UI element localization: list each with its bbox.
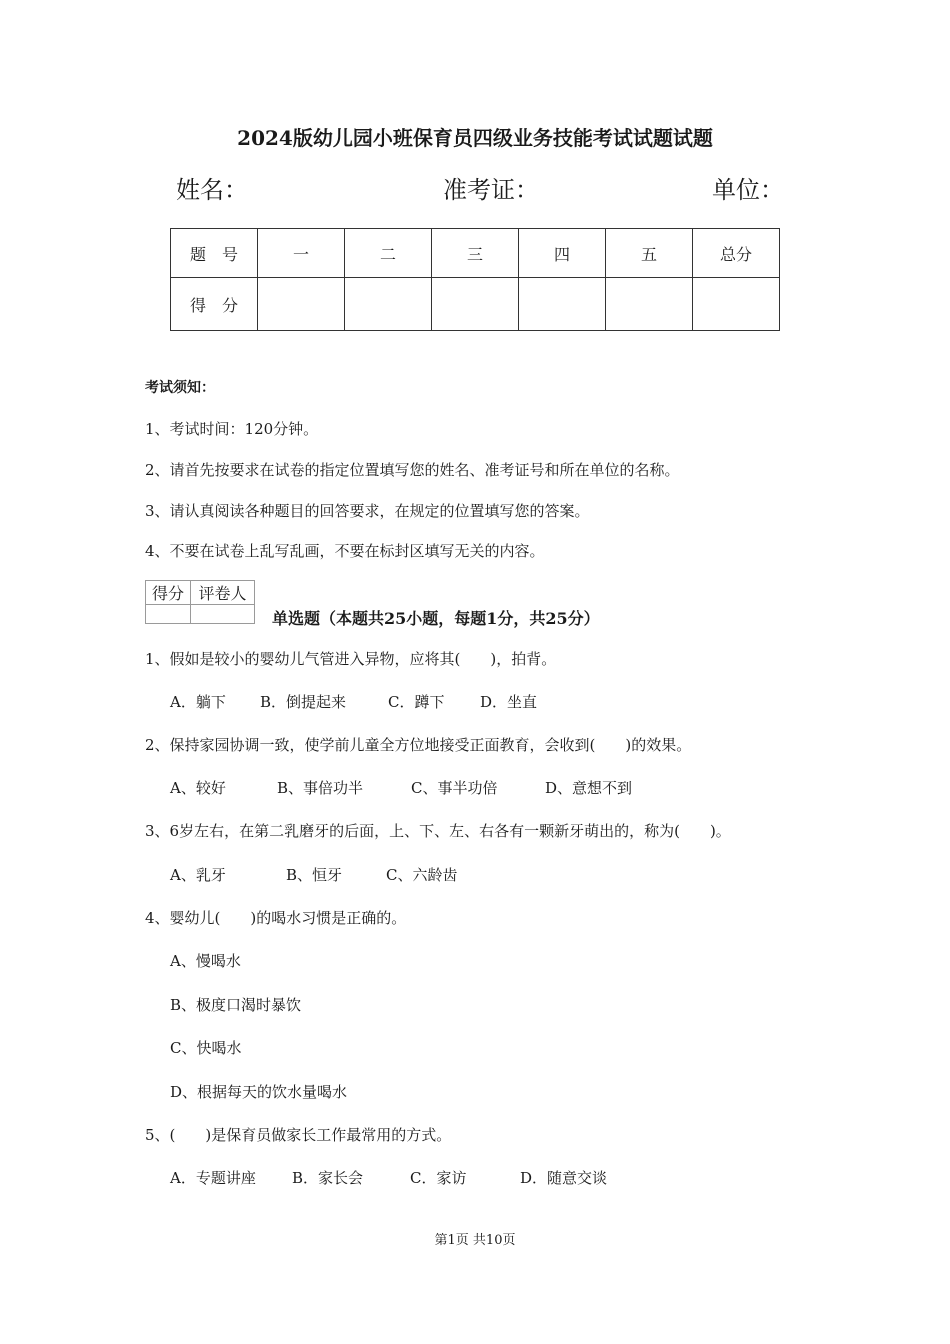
exam-id-field-label: 准考证：	[443, 176, 539, 204]
option: A．专题讲座	[170, 1169, 256, 1187]
score-table-header-cell: 二	[345, 229, 432, 278]
score-input-cell[interactable]	[432, 278, 519, 331]
option: A、乳牙	[170, 866, 226, 884]
option: D、意想不到	[545, 779, 633, 797]
option: C、事半功倍	[411, 779, 498, 797]
question-stem: 2、保持家园协调一致，使学前儿童全方位地接受正面教育，会收到( )的效果。	[145, 736, 692, 754]
notice-item: 4、不要在试卷上乱写乱画，不要在标封区填写无关的内容。	[145, 542, 545, 560]
score-row-label: 得 分	[171, 278, 258, 331]
score-table-score-row	[171, 278, 780, 331]
notice-heading: 考试须知：	[145, 380, 215, 396]
score-table	[170, 228, 780, 331]
option: B、恒牙	[286, 866, 343, 884]
option: B．倒提起来	[260, 693, 347, 711]
score-input-cell[interactable]	[693, 278, 780, 331]
question-stem: 1、假如是较小的婴幼儿气管进入异物，应将其( )，拍背。	[145, 650, 557, 668]
question-stem: 3、6岁左右，在第二乳磨牙的后面，上、下、左、右各有一颗新牙萌出的，称为( )。	[145, 822, 731, 840]
score-input-cell[interactable]	[345, 278, 432, 331]
option: B．家长会	[292, 1169, 364, 1187]
option: B、事倍功半	[277, 779, 364, 797]
notice-item: 1、考试时间：120分钟。	[145, 420, 319, 438]
score-table-header-cell: 题 号	[171, 229, 258, 278]
grader-score-cell[interactable]	[146, 605, 191, 624]
option: D．随意交谈	[520, 1169, 608, 1187]
score-input-cell[interactable]	[606, 278, 693, 331]
question-options	[170, 1167, 607, 1188]
option: C、六龄齿	[386, 866, 458, 884]
question-stem: 5、( )是保育员做家长工作最常用的方式。	[145, 1126, 452, 1144]
grader-box	[145, 580, 255, 624]
section-title: 单选题（本题共25小题，每题1分，共25分）	[272, 609, 600, 628]
question-options	[170, 777, 632, 798]
option: A．躺下	[170, 693, 226, 711]
grader-reviewer-label: 评卷人	[191, 581, 255, 605]
question-options	[170, 864, 457, 885]
score-table-header-cell: 一	[258, 229, 345, 278]
score-input-cell[interactable]	[258, 278, 345, 331]
page-footer: 第1页 共10页	[434, 1233, 516, 1248]
score-table-header-cell: 四	[519, 229, 606, 278]
option: C．家访	[410, 1169, 467, 1187]
notice-item: 2、请首先按要求在试卷的指定位置填写您的姓名、准考证号和所在单位的名称。	[145, 461, 680, 479]
notice-item: 3、请认真阅读各种题目的回答要求，在规定的位置填写您的答案。	[145, 502, 590, 520]
question-stem: 4、婴幼儿( )的喝水习惯是正确的。	[145, 909, 407, 927]
score-table-header-row	[171, 229, 780, 278]
grader-score-label: 得分	[146, 581, 191, 605]
score-input-cell[interactable]	[519, 278, 606, 331]
score-table-header-cell: 五	[606, 229, 693, 278]
question-options	[170, 691, 537, 712]
name-field-label: 姓名：	[176, 176, 248, 204]
grader-reviewer-cell[interactable]	[191, 605, 255, 624]
option: B、极度口渴时暴饮	[170, 996, 302, 1014]
option: D．坐直	[480, 693, 538, 711]
score-table-header-cell: 三	[432, 229, 519, 278]
option: A、较好	[170, 779, 226, 797]
option: C、快喝水	[170, 1039, 242, 1057]
option: A、慢喝水	[170, 952, 241, 970]
unit-field-label: 单位：	[712, 176, 784, 204]
document-title: 2024版幼儿园小班保育员四级业务技能考试试题试题	[237, 126, 713, 150]
score-table-header-cell: 总分	[693, 229, 780, 278]
option: C．蹲下	[388, 693, 445, 711]
option: D、根据每天的饮水量喝水	[170, 1083, 348, 1101]
